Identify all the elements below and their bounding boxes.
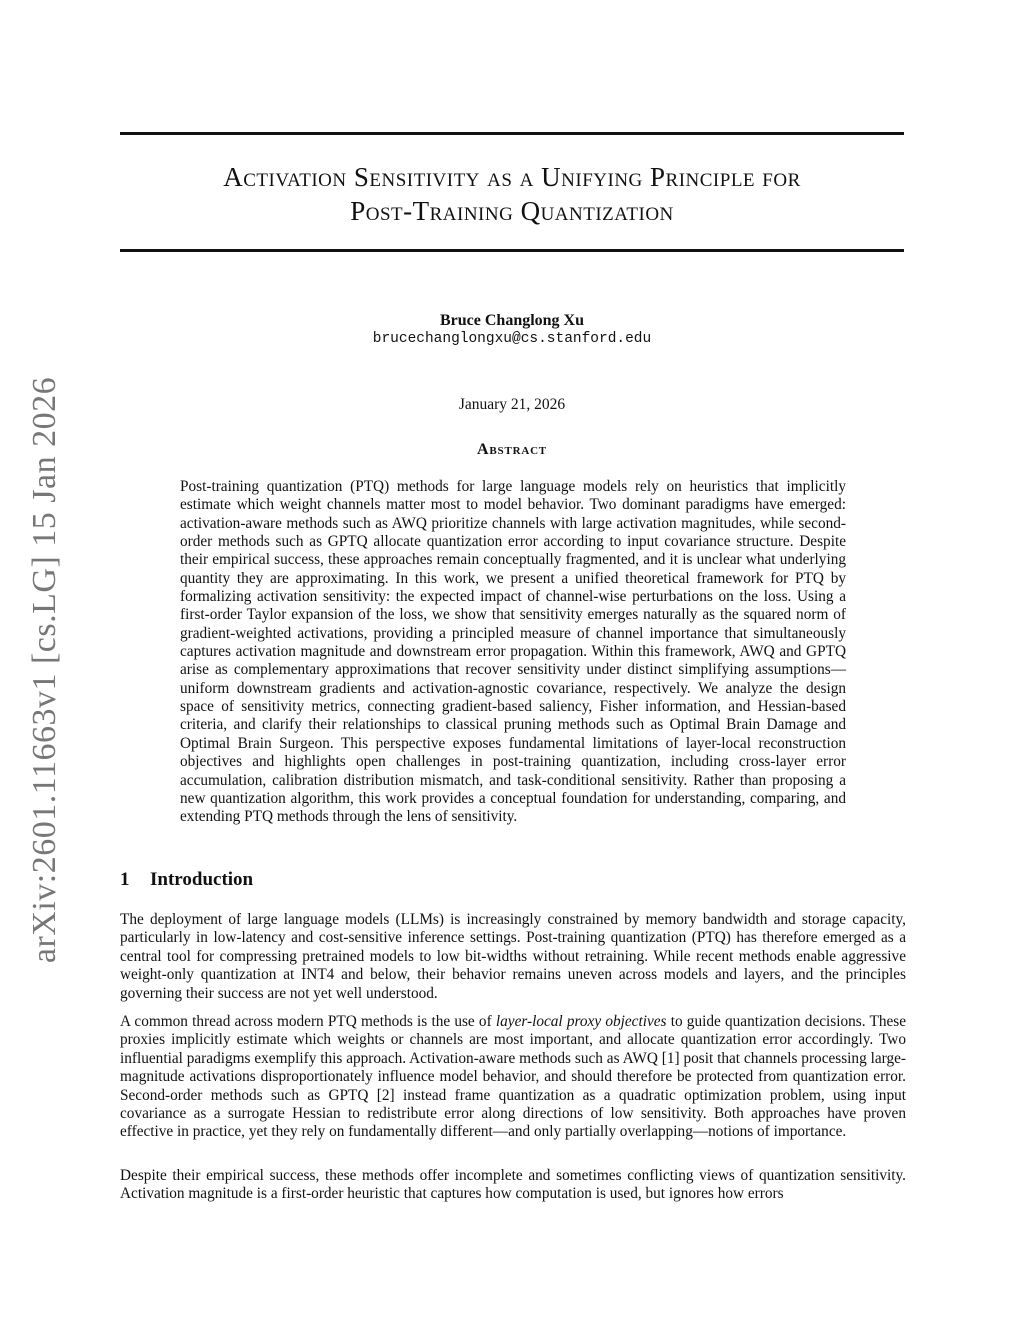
abstract-text: Post-training quantization (PTQ) methods for large language models rely on heuristics that implicitly estimate which weight channels matter most to model behavior. Two dominant paradigms have emerged: activation-aware methods such as AWQ prioritize channels with large activation magnitudes, while second-order methods such as GPTQ allocate quantization error according to input covariance structure. Despite their empirical success, these approaches remain conceptually fragmented, and it is unclear what underlying quantity they are approximating. In this work, we present a unified theoretical framework for PTQ by formalizing activation sensitivity: the expected impact of channel-wise perturbations on the loss. Using a first-order Taylor expansion of the loss, we show that sensitivity emerges naturally as the squared norm of gradient-weighted activations, providing a principled measure of channel importance that simultaneously captures activation magnitude and downstream error propagation. Within this framework, AWQ and GPTQ arise as complementary approximations that recover sensitivity under distinct simplifying assumptions—uniform downstream gradients and activation-agnostic covariance, respectively. We analyze the design space of sensitivity metrics, connecting gradient-based saliency, Fisher information, and Hessian-based criteria, and clarify their relationships to classical pruning methods such as Optimal Brain Damage and Optimal Brain Surgeon. This perspective exposes fundamental limitations of layer-local reconstruction objectives and highlights open challenges in post-training quantization, including cross-layer error accumulation, calibration distribution mismatch, and task-conditional sensitivity. Rather than proposing a new quantization algorithm, this work provides a conceptual foundation for understanding, comparing, and extending PTQ methods through the lens of sensitivity.: [180, 478, 846, 826]
section-number: 1: [120, 869, 130, 890]
title-line-1: Activation Sensitivity as a Unifying Principle for: [223, 162, 801, 192]
arxiv-sidebar-stamp: [20, 376, 70, 964]
p2-text-start: A common thread across modern PTQ methods is the use of: [120, 1013, 496, 1030]
abstract-heading: Abstract: [477, 441, 547, 458]
paper-title: [120, 160, 904, 228]
p2-text-end: to guide quantization decisions. These proxies implicitly estimate which weights or channels are most important, and allocate quantization error accordingly. Two influential paradigms exemplify this approach. Activation-aware methods such as AWQ [1] posit that channels processing large-magnitude activations disproportionately influence model behavior, and should therefore be protected from quantization error. Second-order methods such as GPTQ [2] instead frame quantization as a quadratic optimization problem, using input covariance as a surrogate Hessian to redistribute error along directions of low sensitivity. Both approaches have proven effective in practice, yet they rely on fundamentally different—and only partially overlapping—notions of importance.: [120, 1013, 906, 1141]
title-top-rule: [120, 132, 904, 135]
section-title: Introduction: [150, 869, 254, 890]
arxiv-identifier: arXiv:2601.11663v1 [cs.LG] 15 Jan 2026: [26, 376, 63, 964]
title-bottom-rule: [120, 249, 904, 252]
p2-italic-phrase: layer-local proxy objectives: [495, 1013, 667, 1030]
intro-paragraph-2: [120, 1013, 906, 1142]
section-heading-introduction: [120, 869, 253, 891]
author-email: brucechanglongxu@cs.stanford.edu: [372, 331, 652, 347]
intro-paragraph-1: The deployment of large language models (LLMs) is increasingly constrained by memory bandwidth and storage capacity, particularly in low-latency and cost-sensitive inference settings. Post-training quantization (PTQ) has therefore emerged as a central tool for compressing pretrained models to low bit-widths without retraining. While recent methods enable aggressive weight-only quantization at INT4 and below, their behavior remains uneven across models and layers, and the principles governing their success are not yet well understood.: [120, 911, 906, 1002]
paper-date: January 21, 2026: [458, 396, 566, 413]
title-line-2: Post-Training Quantization: [350, 196, 674, 226]
author-name: Bruce Changlong Xu: [439, 312, 585, 329]
intro-paragraph-3: Despite their empirical success, these methods offer incomplete and sometimes conflicting views of quantization sensitivity. Activation magnitude is a first-order heuristic that captures how computation is used, but ignores how errors: [120, 1167, 906, 1203]
